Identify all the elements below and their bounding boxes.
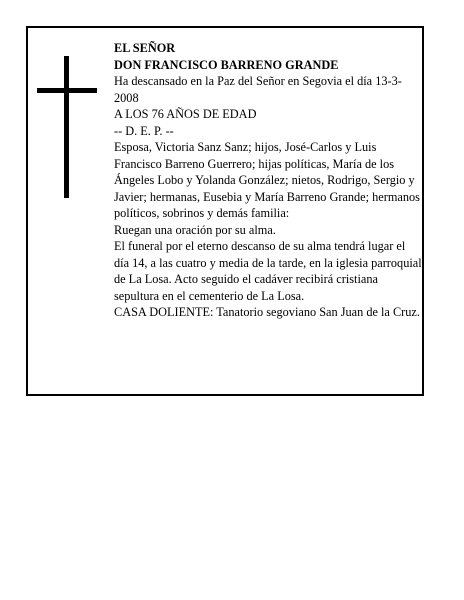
family-paragraph: Esposa, Victoria Sanz Sanz; hijos, José-Carlos y Luis Francisco Barreno Guerrero; hijas políticas, María de los Ángeles Lobo y Yolanda González; nietos, Rodrigo, Sergio y Javier; hermanas, Eusebia y María Barreno Grande; hermanos políticos, sobrinos y demás familia: xyxy=(114,140,420,220)
cross-horizontal-bar xyxy=(37,88,97,93)
prayer-line: Ruegan una oración por su alma. xyxy=(114,222,276,237)
deceased-name: DON FRANCISCO BARRENO GRANDE xyxy=(114,57,339,72)
cross-icon xyxy=(37,56,97,198)
age-line: A LOS 76 AÑOS DE EDAD xyxy=(114,107,257,121)
funeral-paragraph: El funeral por el eterno descanso de su alma tendrá lugar el día 14, a las cuatro y media de la tarde, en la iglesia parroquial de La Losa. Acto seguido el cadáver recibirá cristiana sepultura en el cementerio de La Losa. xyxy=(114,239,422,303)
house-line: CASA DOLIENTE: Tanatorio segoviano San Juan de la Cruz. xyxy=(114,305,420,319)
death-date-line: Ha descansado en la Paz del Señor en Segovia el día 13-3-2008 xyxy=(114,74,402,105)
obituary-text xyxy=(114,40,422,321)
obituary-notice xyxy=(26,26,424,396)
heading-title: EL SEÑOR xyxy=(114,41,176,55)
cross-vertical-bar xyxy=(64,56,69,198)
rip-line: -- D. E. P. -- xyxy=(114,123,174,138)
